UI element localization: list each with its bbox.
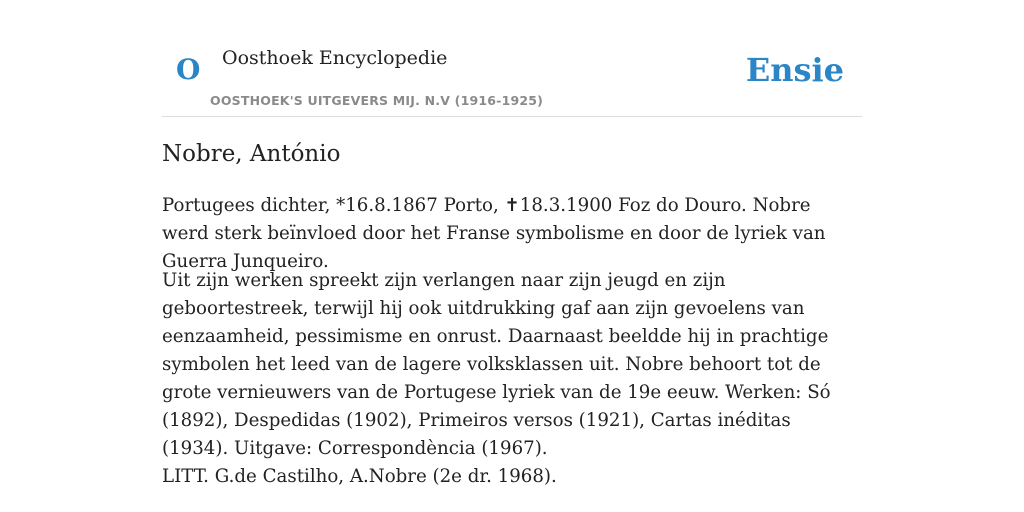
publisher-subtitle: OOSTHOEK'S UITGEVERS MIJ. N.V (1916-1925) (210, 93, 544, 108)
ensie-brand-link[interactable]: Ensie (745, 51, 844, 89)
site-title-link[interactable]: Oosthoek Encyclopedie (222, 47, 448, 69)
header (162, 0, 862, 117)
logo-icon[interactable]: O (176, 53, 201, 86)
article-title: Nobre, António (162, 141, 341, 167)
page-container (162, 0, 862, 487)
article-paragraph: Uit zijn werken spreekt zijn verlangen naar zijn jeugd en zijn geboortestreek, terwijl hij ook uitdrukking gaf aan zijn gevoelens van eenzaamheid, pessimisme en onrust. Daarnaast beeldde hij in prachtige symbolen het leed van de lagere volksklassen uit. Nobre behoort tot de grote vernieuwers van de Portugese lyriek van de 19e eeuw. Werken: Só (1892), Despedidas (1902), Primeiros versos (1921), Cartas inéditas (1934). Uitgave: Correspondència (1967). (162, 270, 831, 459)
article-literature: LITT. G.de Castilho, A.Nobre (2e dr. 1968). (162, 466, 557, 487)
article-paragraph: Portugees dichter, *16.8.1867 Porto, ✝18.3.1900 Foz do Douro. Nobre werd sterk beïnvloed door het Franse symbolisme en door de lyriek van Guerra Junqueiro. (162, 195, 826, 272)
